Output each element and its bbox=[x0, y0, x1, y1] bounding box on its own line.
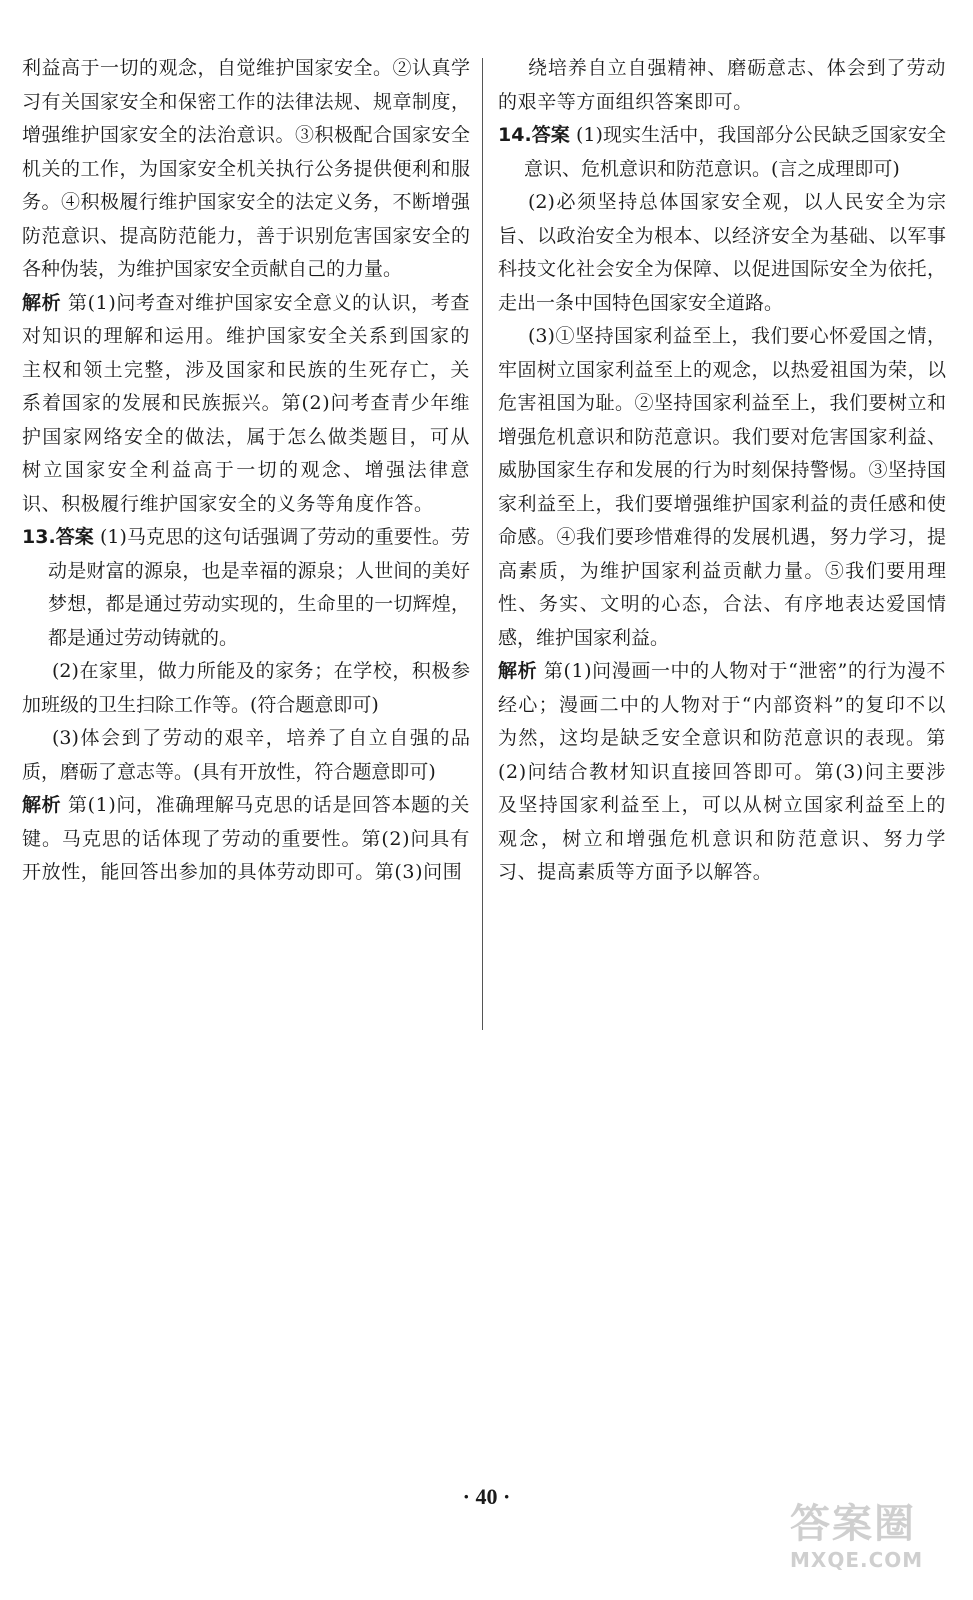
question-13-number: 13. bbox=[22, 526, 56, 548]
page-number: · 40 · bbox=[462, 1484, 511, 1509]
question-14-answer bbox=[498, 119, 946, 186]
question-14-number: 14. bbox=[498, 124, 532, 146]
answer-label: 答案 bbox=[531, 124, 570, 146]
left-column bbox=[22, 52, 470, 890]
watermark-mark: 答案圈 bbox=[790, 1501, 916, 1547]
watermark-logo bbox=[790, 1500, 960, 1590]
analysis-13-text: 第(1)问，准确理解马克思的话是回答本题的关键。马克思的话体现了劳动的重要性。第(2)问具有开放性，能回答出参加的具体劳动即可。第(3)问围 bbox=[22, 794, 470, 883]
right-column bbox=[498, 52, 946, 890]
question-14-part-3: (3)①坚持国家利益至上，我们要心怀爱国之情，牢固树立国家利益至上的观念，以热爱祖国为荣，以危害祖国为耻。②坚持国家利益至上，我们要树立和增强危机意识和防范意识。我们要对危害国家利益、威胁国家生存和发展的行为时刻保持警惕。③坚持国家利益至上，我们要增强维护国家利益的责任感和使命感。④我们要珍惜难得的发展机遇，努力学习，提高素质，为维护国家利益贡献力量。⑤我们要用理性、务实、文明的心态，合法、有序地表达爱国情感，维护国家利益。 bbox=[498, 325, 946, 649]
analysis-label: 解析 bbox=[22, 291, 62, 314]
answer-12-continuation: 利益高于一切的观念，自觉维护国家安全。②认真学习有关国家安全和保密工作的法律法规、规章制度，增强维护国家安全的法治意识。③积极配合国家安全机关的工作，为国家安全机关执行公务提供便利和服务。④积极履行维护国家安全的法定义务，不断增强防范意识、提高防范能力，善于识别危害国家安全的各种伪装，为维护国家安全贡献自己的力量。 bbox=[22, 57, 470, 280]
analysis-14 bbox=[498, 655, 946, 890]
analysis-label: 解析 bbox=[498, 660, 538, 682]
column-divider bbox=[482, 58, 483, 1030]
analysis-13 bbox=[22, 789, 470, 890]
analysis-12-text: 第(1)问考查对维护国家安全意义的认识，考查对知识的理解和运用。维护国家安全关系到国家的主权和领土完整，涉及国家和民族的生死存亡，关系着国家的发展和民族振兴。第(2)问考查青少年维护国家网络安全的做法，属于怎么做类题目，可从树立国家安全利益高于一切的观念、增强法律意识、积极履行维护国家安全的义务等角度作答。 bbox=[22, 291, 470, 515]
analysis-label: 解析 bbox=[22, 794, 62, 816]
question-13-part-3: (3)体会到了劳动的艰辛，培养了自立自强的品质，磨砺了意志等。(具有开放性，符合题意即可) bbox=[22, 727, 470, 783]
question-14-part-2: (2)必须坚持总体国家安全观，以人民安全为宗旨、以政治安全为根本、以经济安全为基础、以军事科技文化社会安全为保障、以促进国际安全为依托，走出一条中国特色国家安全道路。 bbox=[498, 191, 946, 314]
question-13-part-1: (1)马克思的这句话强调了劳动的重要性。劳动是财富的源泉，也是幸福的源泉；人世间的美好梦想，都是通过劳动实现的，生命里的一切辉煌，都是通过劳动铸就的。 bbox=[48, 526, 470, 649]
answer-label: 答案 bbox=[55, 526, 94, 548]
analysis-12 bbox=[22, 287, 470, 522]
question-14-part-1: (1)现实生活中，我国部分公民缺乏国家安全意识、危机意识和防范意识。(言之成理即可) bbox=[524, 124, 946, 180]
question-13-part-2: (2)在家里，做力所能及的家务；在学校，积极参加班级的卫生扫除工作等。(符合题意即可) bbox=[22, 660, 470, 716]
analysis-13-continuation: 绕培养自立自强精神、磨砺意志、体会到了劳动的艰辛等方面组织答案即可。 bbox=[498, 57, 946, 113]
analysis-14-text: 第(1)问漫画一中的人物对于“泄密”的行为漫不经心；漫画二中的人物对于“内部资料”的复印不以为然，这均是缺乏安全意识和防范意识的表现。第(2)问结合教材知识直接回答即可。第(3)问主要涉及坚持国家利益至上，可以从树立国家利益至上的观念，树立和增强危机意识和防范意识、努力学习、提高素质等方面予以解答。 bbox=[498, 660, 946, 883]
watermark-url: MXQE.COM bbox=[790, 1548, 924, 1572]
question-13-answer bbox=[22, 521, 470, 655]
